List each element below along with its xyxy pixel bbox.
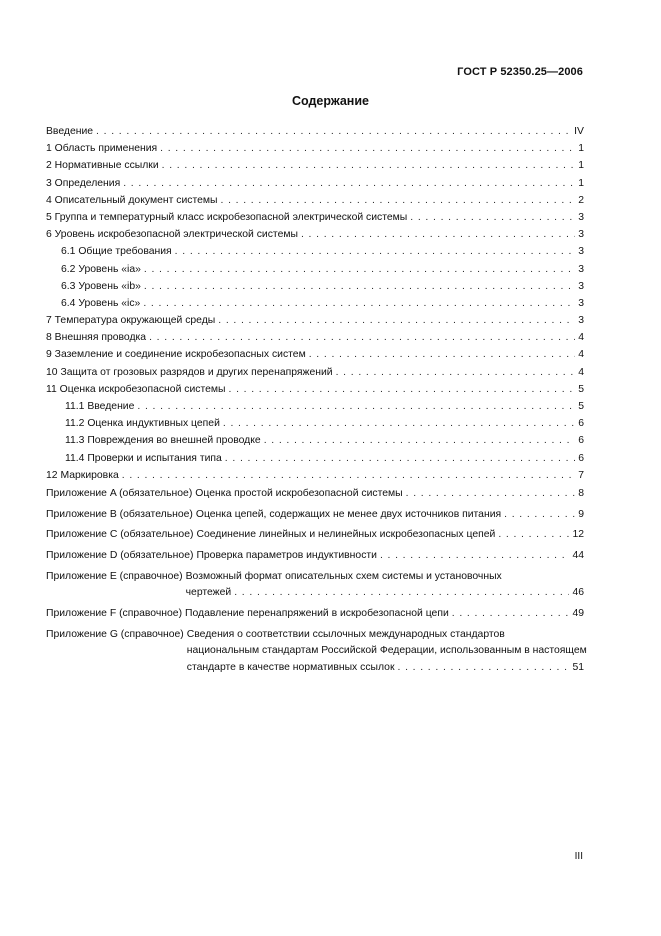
appendix-page: 44 <box>572 550 584 561</box>
appendix-entry[interactable] <box>46 507 584 524</box>
appendix-page: 9 <box>578 508 584 520</box>
toc-entry-title: 10 Защита от грозовых разрядов и других перенапряжений <box>46 366 333 378</box>
toc-entry-title: 6.2 Уровень «ia» <box>61 263 141 275</box>
toc-entry-title: 12 Маркировка <box>46 469 119 481</box>
appendix-entry[interactable] <box>46 527 584 544</box>
toc-subentry[interactable] <box>46 434 584 447</box>
leader-dots <box>175 245 576 258</box>
toc-subentry[interactable] <box>46 263 584 276</box>
toc-entry[interactable] <box>46 194 584 207</box>
leader-dots <box>225 452 575 465</box>
toc-entry-title: 5 Группа и температурный класс искробезопасной электрической системы <box>46 211 408 223</box>
toc-entry-page: 3 <box>578 280 584 292</box>
toc-entry-title: 6.3 Уровень «ib» <box>61 280 141 292</box>
appendix-entry[interactable] <box>46 606 584 623</box>
leader-dots <box>144 263 575 276</box>
leader-dots <box>301 228 575 241</box>
appendix-title-line: Сведения о соответствии ссылочных международных стандартов <box>186 628 505 640</box>
appendix-line <box>193 507 584 524</box>
toc-entry[interactable] <box>46 366 584 379</box>
appendix-label: Приложение E (справочное) <box>46 570 183 582</box>
toc-entry-page: 3 <box>578 263 584 275</box>
appendix-title-line: чертежей <box>185 587 232 599</box>
toc-entry-page: 6 <box>578 418 584 430</box>
appendix-line <box>193 548 584 565</box>
leader-dots <box>162 159 576 172</box>
appendix-body <box>193 507 584 524</box>
appendix-body <box>193 548 584 565</box>
appendix-page: 49 <box>572 607 584 619</box>
leader-dots <box>336 366 576 379</box>
toc-entry-page: 1 <box>578 160 584 172</box>
toc-entry-title: 11 Оценка искробезопасной системы <box>46 383 226 395</box>
toc-entry-page: 4 <box>578 366 584 378</box>
toc-entry[interactable] <box>46 331 584 344</box>
appendix-line <box>184 660 584 677</box>
appendix-entry[interactable] <box>46 569 584 602</box>
appendix-line <box>182 606 584 623</box>
leader-dots <box>452 606 570 623</box>
toc-entry[interactable] <box>46 314 584 327</box>
appendix-entry[interactable] <box>46 627 587 677</box>
appendix-label: Приложение C (обязательное) <box>46 529 194 541</box>
appendix-body <box>184 627 587 677</box>
toc-entry-page: 3 <box>578 229 584 241</box>
toc-subentry[interactable] <box>46 297 584 310</box>
toc-subentry[interactable] <box>46 245 584 258</box>
toc-entry[interactable] <box>46 125 584 138</box>
appendix-title-line: национальным стандартам Российской Федерации, использованным в настоящем <box>186 645 587 657</box>
toc-entry-page: 3 <box>578 297 584 309</box>
appendix-label: Приложение D (обязательное) <box>46 550 194 561</box>
toc-entry-title: 6 Уровень искробезопасной электрической системы <box>46 229 298 241</box>
appendix-title: Соединение линейных и нелинейных искробезопасных цепей <box>196 529 496 541</box>
leader-dots <box>498 527 569 544</box>
leader-dots <box>144 280 575 293</box>
leader-dots <box>380 548 569 565</box>
toc-entry[interactable] <box>46 177 584 190</box>
page-number: III <box>574 851 583 862</box>
appendix-page: 8 <box>578 487 584 499</box>
leader-dots <box>160 142 575 155</box>
toc-subentry[interactable] <box>46 452 584 465</box>
toc-entry-page: 4 <box>578 332 584 344</box>
toc-entry-title: 6.1 Общие требования <box>61 246 172 258</box>
toc-entry-title: 1 Область применения <box>46 143 158 155</box>
toc-entry-page: IV <box>574 126 584 137</box>
appendix-body <box>193 527 584 544</box>
appendix-line <box>192 486 584 503</box>
appendix-title: Подавление перенапряжений в искробезопасной цепи <box>185 607 449 619</box>
toc-entry-page: 6 <box>578 435 584 447</box>
appendix-title-line: Возможный формат описательных схем системы и установочных <box>185 570 502 582</box>
appendix-title: Оценка простой искробезопасной системы <box>195 487 403 499</box>
appendix-label: Приложение A (обязательное) <box>46 487 193 499</box>
toc-entry-title: 11.3 Повреждения во внешней проводке <box>65 435 261 447</box>
toc-subentry[interactable] <box>46 417 584 430</box>
toc-entry-page: 3 <box>578 315 584 327</box>
toc-entry[interactable] <box>46 211 584 224</box>
toc-entry-title: 4 Описательный документ системы <box>46 194 218 206</box>
toc-entry-page: 4 <box>578 349 584 361</box>
toc-entry-page: 6 <box>578 452 584 464</box>
leader-dots <box>96 125 571 138</box>
toc-entry-page: 5 <box>578 383 584 395</box>
toc-entry[interactable] <box>46 159 584 172</box>
leader-dots <box>122 469 575 482</box>
leader-dots <box>137 400 575 413</box>
appendix-line <box>193 527 584 544</box>
toc-entry-page: 3 <box>578 211 584 223</box>
toc-entry-title: 11.4 Проверки и испытания типа <box>65 452 222 464</box>
toc-entry-title: 6.4 Уровень «ic» <box>61 297 141 309</box>
appendix-entry[interactable] <box>46 486 584 503</box>
appendix-label: Приложение F (справочное) <box>46 607 183 619</box>
toc-entry-page: 2 <box>578 194 584 206</box>
toc-entry-title: Введение <box>46 126 94 137</box>
leader-dots <box>264 434 576 447</box>
appendix-line <box>183 585 584 602</box>
leader-dots <box>410 211 575 224</box>
leader-dots <box>406 486 576 503</box>
toc-entry-title: 2 Нормативные ссылки <box>46 160 159 172</box>
leader-dots <box>229 383 576 396</box>
toc-entry-title: 11.2 Оценка индуктивных цепей <box>65 418 220 430</box>
appendix-body <box>192 486 584 503</box>
appendix-label: Приложение B (обязательное) <box>46 508 193 520</box>
toc-entry[interactable] <box>46 383 584 396</box>
toc-entry-title: 11.1 Введение <box>65 401 135 412</box>
appendix-body <box>183 569 584 602</box>
toc-entry-page: 7 <box>578 469 584 481</box>
toc-entry-title: 3 Определения <box>46 177 121 189</box>
toc-entry-page: 3 <box>578 246 584 258</box>
leader-dots <box>234 585 569 602</box>
leader-dots <box>149 331 575 344</box>
leader-dots <box>123 177 575 190</box>
leader-dots <box>504 507 575 524</box>
leader-dots <box>221 194 576 207</box>
toc-entry-title: 8 Внешняя проводка <box>46 332 147 344</box>
appendix-page: 12 <box>572 529 584 541</box>
toc-entry-title: 7 Температура окружающей среды <box>46 315 216 327</box>
leader-dots <box>398 660 570 677</box>
leader-dots <box>218 314 575 327</box>
standard-designation: ГОСТ Р 52350.25—2006 <box>457 66 583 78</box>
appendix-title: Проверка параметров индуктивности <box>196 550 377 561</box>
leader-dots <box>143 297 575 310</box>
appendix-page: 46 <box>572 587 584 599</box>
toc-entry[interactable] <box>46 469 584 482</box>
leader-dots <box>309 348 576 361</box>
appendix-page: 51 <box>572 661 584 673</box>
toc-subentry[interactable] <box>46 400 584 413</box>
toc-entry-page: 1 <box>578 177 584 189</box>
appendix-title-line: стандарте в качестве нормативных ссылок <box>186 661 395 673</box>
toc-entry-page: 5 <box>578 401 584 412</box>
toc-subentry[interactable] <box>46 280 584 293</box>
appendix-body <box>182 606 584 623</box>
appendix-entry[interactable] <box>46 548 584 565</box>
table-of-contents <box>46 125 587 680</box>
toc-entry[interactable] <box>46 228 584 241</box>
toc-entry[interactable] <box>46 348 584 361</box>
toc-entry[interactable] <box>46 142 584 155</box>
page-title: Содержание <box>291 94 369 108</box>
toc-entry-page: 1 <box>578 143 584 155</box>
toc-entry-title: 9 Заземление и соединение искробезопасных систем <box>46 349 306 361</box>
appendix-label: Приложение G (справочное) <box>46 628 184 640</box>
appendix-title: Оценка цепей, содержащих не менее двух источников питания <box>195 508 502 520</box>
leader-dots <box>223 417 575 430</box>
